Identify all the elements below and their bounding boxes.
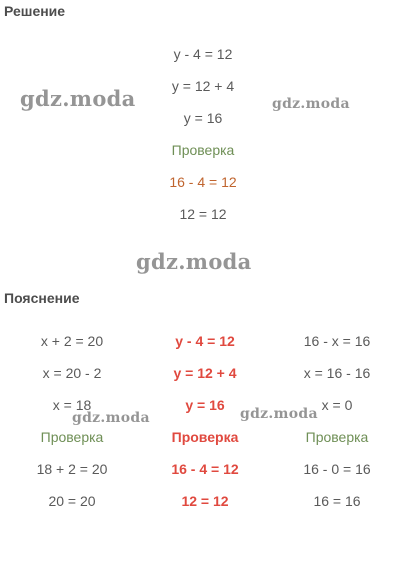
solution-heading: Решение [4,3,66,19]
col1-check-label: Проверка [40,429,104,445]
watermark-logo: gdz.moda [20,86,136,111]
col2-line-6: 12 = 12 [181,493,229,509]
col3-line-1: 16 - x = 16 [303,333,371,349]
watermark-logo: gdz.moda [240,406,318,422]
col2-check-label: Проверка [171,429,239,445]
col2-line-1: y - 4 = 12 [175,333,235,349]
solution-line-5: 16 - 4 = 12 [169,174,237,190]
explanation-heading: Пояснение [4,290,80,306]
col1-line-3: x = 18 [52,397,92,413]
col3-line-5: 16 - 0 = 16 [303,461,371,477]
col3-check-label: Проверка [305,429,369,445]
col1-line-5: 18 + 2 = 20 [36,461,108,477]
col3-line-2: x = 16 - 16 [303,365,371,381]
solution-line-6: 12 = 12 [179,206,227,222]
col1-line-2: x = 20 - 2 [42,365,102,381]
solution-check-label: Проверка [171,142,235,158]
solution-line-1: y - 4 = 12 [173,46,233,62]
solution-line-2: y = 12 + 4 [171,78,235,94]
col2-line-3: y = 16 [185,397,225,413]
col1-line-6: 20 = 20 [48,493,96,509]
col1-line-1: x + 2 = 20 [40,333,104,349]
col3-line-3: x = 0 [321,397,353,413]
solution-line-3: y = 16 [183,110,223,126]
col2-line-2: y = 12 + 4 [173,365,237,381]
col3-line-6: 16 = 16 [313,493,361,509]
col2-line-5: 16 - 4 = 12 [171,461,239,477]
watermark-logo: gdz.moda [72,410,150,426]
watermark-logo: gdz.moda [272,96,350,112]
watermark-logo: gdz.moda [136,249,252,274]
